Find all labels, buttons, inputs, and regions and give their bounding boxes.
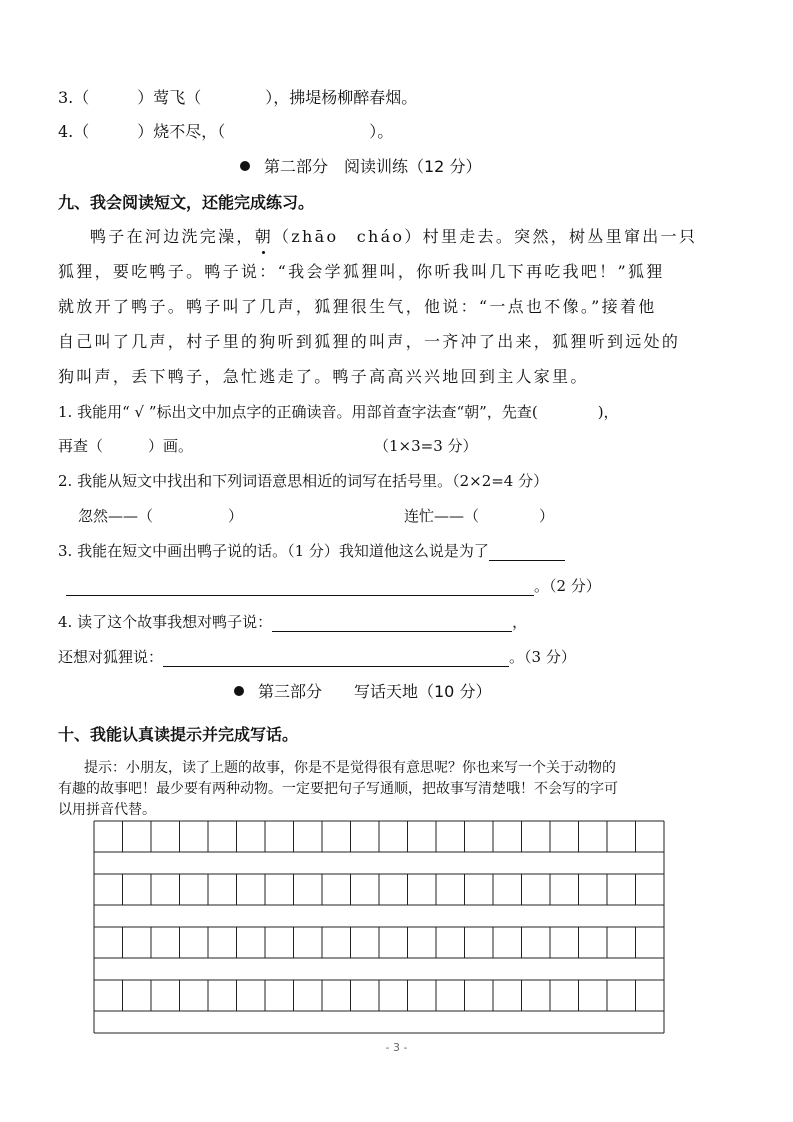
q4-fox-blank[interactable] [163,649,509,667]
bullet-icon [234,686,244,696]
story-line: 就放开了鸭子。鸭子叫了几声，狐狸很生气，他说：“一点也不像。”接着他 [58,297,657,316]
q2-word2: 连忙——（ ） [404,507,555,525]
q3-line2 [66,576,601,596]
q9-title: 九、我会阅读短文，还能完成练习。 [58,193,315,212]
poem-line-3: 3.（ ）莺飞（ ），拂堤杨柳醉春烟。 [58,88,418,107]
part3-heading [234,682,491,702]
bullet-icon [240,161,250,171]
story-line: 鸭子在河边洗完澡，朝（zhāo cháo）村里走去。突然，树丛里窜出一只 [90,227,698,246]
hint-line: 有趣的故事吧！最少要有两种动物。一定要把句子写通顺，把故事写清楚哦！不会写的字可 [58,781,618,797]
q2-word1: 忽然——（ ） [78,507,244,525]
q3-text: 3. 我能在短文中画出鸭子说的话。（1 分）我知道他这么说是为了 [58,542,489,560]
q3-answer-blank-2[interactable] [66,578,534,596]
q4-score: 。（3 分） [509,648,576,666]
q4-text-2: 还想对狐狸说： [58,648,164,666]
q3-answer-blank[interactable] [489,543,565,561]
emphasis-dot [262,251,265,254]
page-number: - 3 - [385,1041,408,1054]
part3-heading-text: 第三部分 写话天地（10 分） [258,682,492,701]
q1-line1: 1. 我能用“ √ ”标出文中加点字的正确读音。用部首查字法查“朝”，先查( )， [58,403,619,421]
q1-score: （1×3=3 分） [374,437,478,455]
q4-line1 [58,612,527,632]
q4-duck-blank[interactable] [272,614,512,632]
q10-title: 十、我能认真读提示并完成写话。 [58,725,299,744]
part2-heading-text: 第二部分 阅读训练（12 分） [264,157,482,176]
q4-comma: ， [512,613,528,631]
q4-text: 4. 读了这个故事我想对鸭子说： [58,613,273,631]
q4-line2 [58,647,576,667]
hint-line: 以用拼音代替。 [58,802,156,818]
q1-line2-text: 再查（ ）画。 [58,437,194,455]
q3-score: 。（2 分） [534,577,601,595]
story-line: 自己叫了几声，村子里的狗听到狐狸的叫声，一齐冲了出来，狐狸听到远处的 [58,332,681,351]
hint-line: 提示：小朋友，读了上题的故事，你是不是觉得很有意思呢？你也来写一个关于动物的 [84,760,616,776]
part2-heading [240,157,481,177]
q2-line1: 2. 我能从短文中找出和下列词语意思相近的词写在括号里。（2×2=4 分） [58,472,549,490]
story-line: 狐狸，要吃鸭子。鸭子说：“我会学狐狸叫，你听我叫几下再吃我吧！”狐狸 [58,262,665,281]
q3-line1 [58,541,565,561]
poem-line-4: 4.（ ）烧不尽，（ ）。 [58,122,394,141]
story-line: 狗叫声，丢下鸭子，急忙逃走了。鸭子高高兴兴地回到主人家里。 [58,367,589,386]
q1-line2 [58,436,193,456]
writing-grid[interactable] [93,820,665,1034]
